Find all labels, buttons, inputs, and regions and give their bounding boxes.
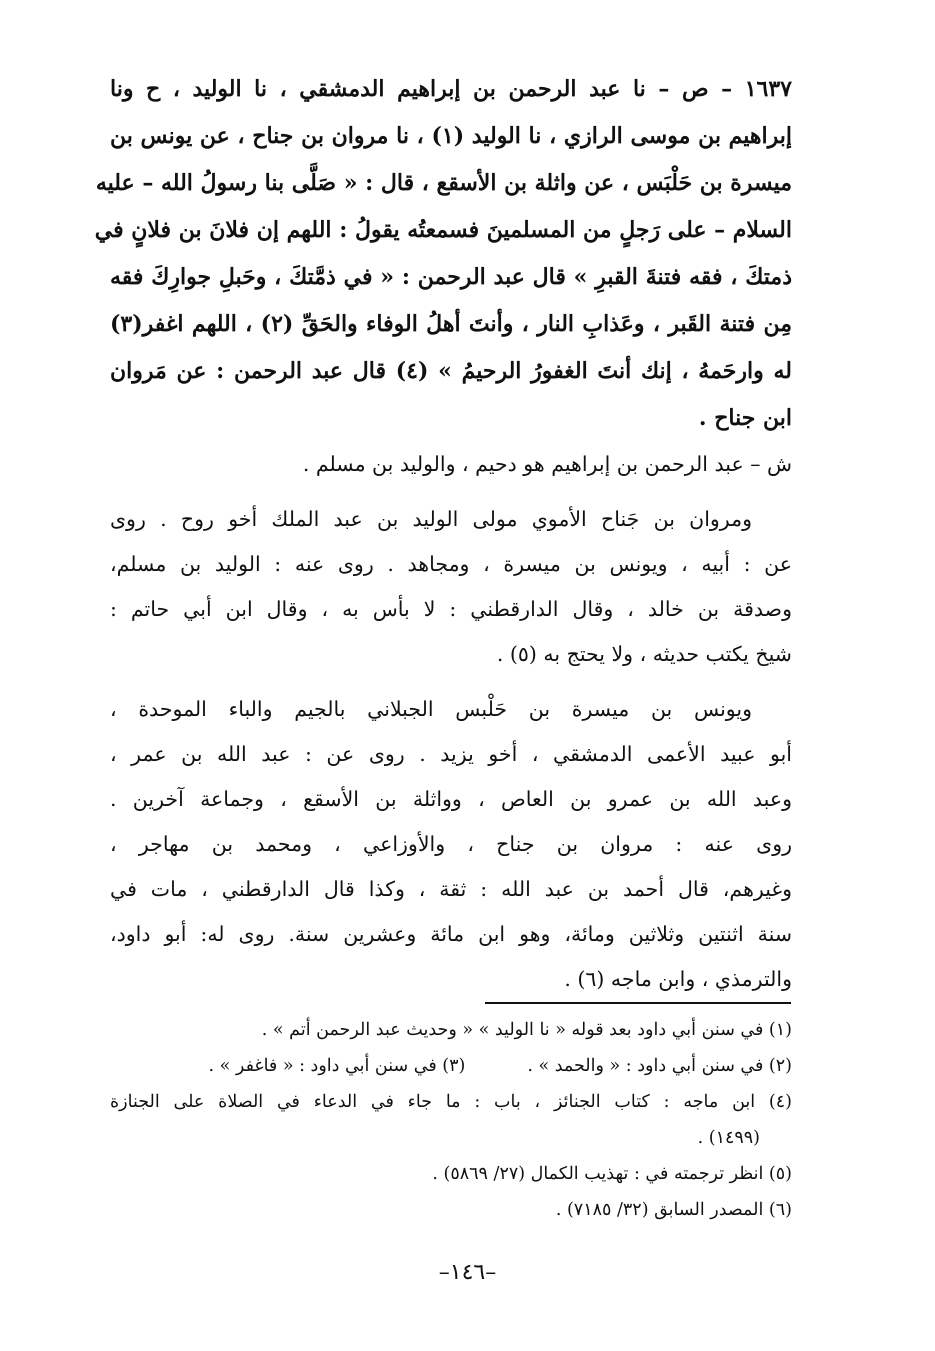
sharh-line: ومروان بن جَناح الأموي مولى الوليد بن عبد الملك أخو روح . روى xyxy=(110,507,752,531)
sharh-line: سنة اثنتين وثلاثين ومائة، وهو ابن مائة وعشرين سنة. روى له: أبو داود، xyxy=(110,922,792,946)
footnote-2: (٢) في سنن أبي داود : « والحمد » . xyxy=(527,1056,792,1076)
page-number: –١٤٦– xyxy=(438,1260,497,1285)
sharh-line: روى عنه : مروان بن جناح ، والأوزاعي ، ومحمد بن مهاجر ، xyxy=(110,832,792,856)
footnote-3: (٣) في سنن أبي داود : « فاغفر » . xyxy=(208,1056,466,1076)
footnote-divider xyxy=(485,1002,791,1004)
footnote-1: (١) في سنن أبي داود بعد قوله « نا الوليد » « وحديث عبد الرحمن أتم » . xyxy=(261,1020,792,1040)
footnote-4-continued: (١٤٩٩) . xyxy=(697,1128,760,1148)
hadith-line: ١٦٣٧ – ص – نا عبد الرحمن بن إبراهيم الدمشقي ، نا الوليد ، ح ونا xyxy=(110,76,792,102)
hadith-line: ابن جناح . xyxy=(698,405,792,431)
sharh-paragraph-1: ش – عبد الرحمن بن إبراهيم هو دحيم ، والوليد بن مسلم . xyxy=(302,452,792,476)
footnote-6: (٦) المصدر السابق (٣٢/ ٧١٨٥) . xyxy=(555,1200,792,1220)
sharh-line: ويونس بن ميسرة بن حَلْبس الجبلاني بالجيم والباء الموحدة ، xyxy=(110,697,752,721)
sharh-line: وغيرهم، قال أحمد بن عبد الله : ثقة ، وكذا قال الدارقطني ، مات في xyxy=(110,877,792,901)
page-body xyxy=(94,66,792,1002)
footnote-4: (٤) ابن ماجه : كتاب الجنائز ، باب : ما جاء في الدعاء في الصلاة على الجنازة xyxy=(110,1092,792,1112)
hadith-line: له وارحَمهُ ، إنك أنتَ الغفورُ الرحيمُ » (٤) قال عبد الرحمن : عن مَروان xyxy=(110,358,792,384)
sharh-text xyxy=(110,442,792,1002)
footnote-5: (٥) انظر ترجمته في : تهذيب الكمال (٢٧/ ٥٨٦٩) . xyxy=(432,1164,792,1184)
footnote-2-3-row xyxy=(110,1048,792,1084)
sharh-line: أبو عبيد الأعمى الدمشقي ، أخو يزيد . روى عن : عبد الله بن عمر ، xyxy=(110,742,792,766)
footnotes xyxy=(110,1012,792,1228)
sharh-line: وعبد الله بن عمرو بن العاص ، وواثلة بن الأسقع ، وجماعة آخرين . xyxy=(110,787,792,811)
hadith-line: السلام – على رَجلٍ من المسلمينَ فسمعتُه يقولُ : اللهم إن فلانَ بن فلانٍ في xyxy=(94,217,792,243)
hadith-line: ميسرة بن حَلْبَس ، عن واثلة بن الأسقع ، قال : « صَلَّى بنا رسولُ الله – عليه xyxy=(95,170,792,196)
hadith-line: إبراهيم بن موسى الرازي ، نا الوليد (١) ، نا مروان بن جناح ، عن يونس بن xyxy=(110,123,792,149)
sharh-line: والترمذي ، وابن ماجه (٦) . xyxy=(564,967,792,991)
hadith-line: مِن فتنة القَبر ، وعَذابِ النار ، وأنتَ أهلُ الوفاء والحَقِّ (٢) ، اللهم اغفر(٣) xyxy=(110,311,792,337)
hadith-text xyxy=(94,66,792,442)
hadith-line: ذمتكَ ، فقه فتنةَ القبرِ » قال عبد الرحمن : « في ذمَّتكَ ، وحَبلِ جوارِكَ فقه xyxy=(110,264,792,290)
sharh-line: شيخ يكتب حديثه ، ولا يحتج به (٥) . xyxy=(496,642,792,666)
sharh-line: وصدقة بن خالد ، وقال الدارقطني : لا بأس به ، وقال ابن أبي حاتم : xyxy=(110,597,792,621)
sharh-line: عن : أبيه ، ويونس بن ميسرة ، ومجاهد . روى عنه : الوليد بن مسلم، xyxy=(110,552,792,576)
